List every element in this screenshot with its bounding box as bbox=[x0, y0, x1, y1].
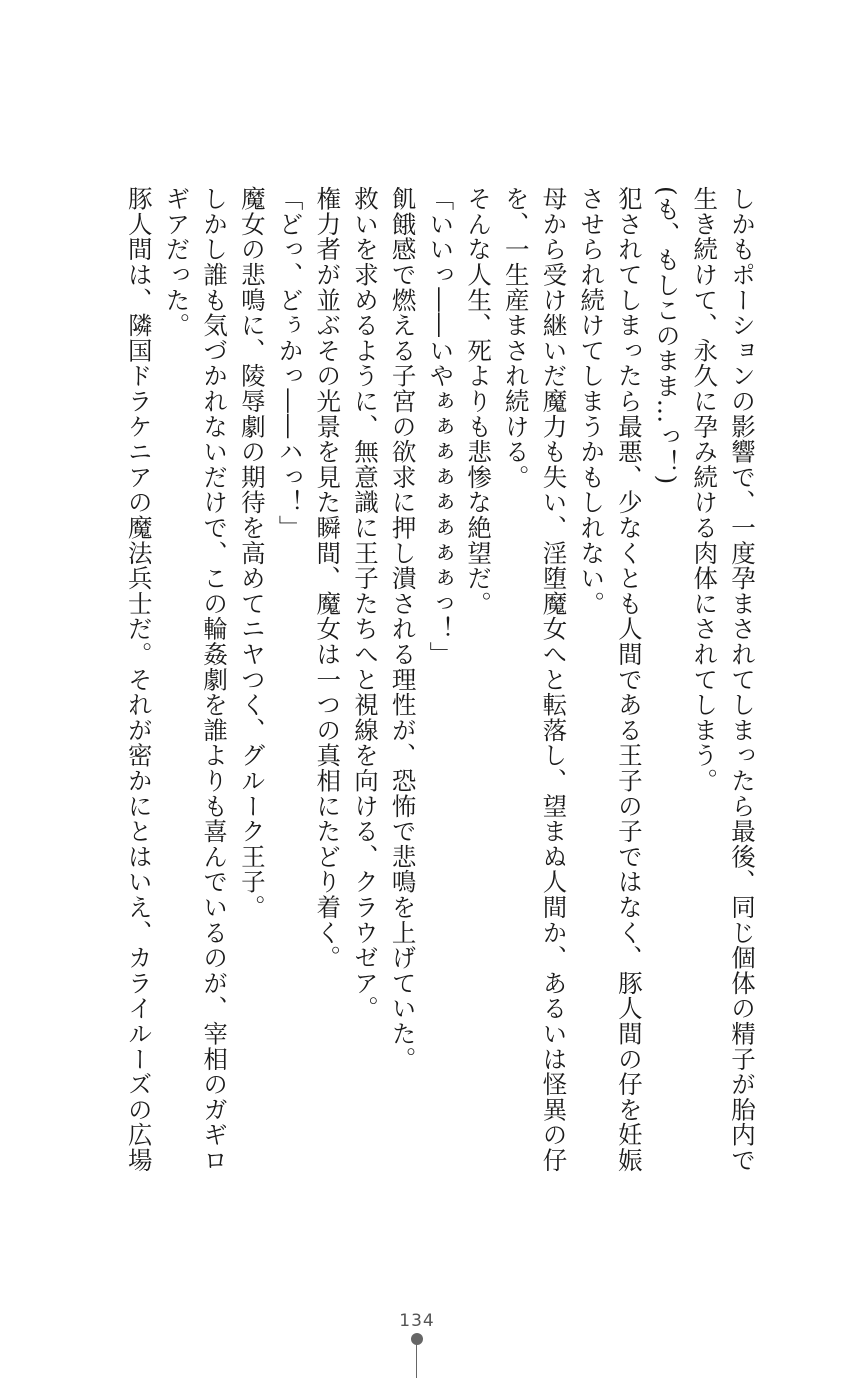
text-line: を、一生産まされ続ける。 bbox=[501, 186, 531, 490]
text-line: (も、もしこのまま…っ！) bbox=[652, 186, 682, 486]
text-line: 「どっ、どぅかっ――ハっ！」 bbox=[275, 186, 305, 541]
text-line: 魔女の悲鳴に、陵辱劇の期待を高めてニヤつく、グルーク王子。 bbox=[237, 186, 267, 920]
text-line: 生き続けて、永久に孕み続ける肉体にされてしまう。 bbox=[690, 186, 720, 794]
text-line: 犯されてしまったら最悪、少なくとも人間である王子の子ではなく、豚人間の仔を妊娠 bbox=[614, 186, 644, 1173]
text-line: 「いいっ――いやぁぁぁぁぁぁぁぁっ！」 bbox=[426, 186, 456, 667]
page-marker-dot bbox=[411, 1333, 423, 1345]
text-line: 飢餓感で燃える子宮の欲求に押し潰される理性が、恐怖で悲鳴を上げていた。 bbox=[388, 186, 418, 1072]
text-line: 権力者が並ぶその光景を見た瞬間、魔女は一つの真相にたどり着く。 bbox=[313, 186, 343, 971]
text-line: させられ続けてしまうかもしれない。 bbox=[577, 186, 607, 617]
page-number: 134 bbox=[399, 1311, 435, 1331]
text-line: 豚人間は、隣国ドラケニアの魔法兵士だ。それが密かにとはいえ、カライルーズの広場 bbox=[124, 186, 154, 1173]
text-line: そんな人生、死よりも悲惨な絶望だ。 bbox=[464, 186, 494, 617]
page-marker-line bbox=[416, 1344, 417, 1378]
text-line: 母から受け継いだ魔力も失い、淫堕魔女へと転落し、望まぬ人間か、あるいは怪異の仔 bbox=[539, 186, 569, 1173]
text-line: しかもポーションの影響で、一度孕まされてしまったら最後、同じ個体の精子が胎内で bbox=[728, 186, 757, 1173]
text-line: しかし誰も気づかれないだけで、この輪姦劇を誰よりも喜んでいるのが、宰相のガギロ bbox=[200, 186, 230, 1173]
text-line: 救いを求めるように、無意識に王子たちへと視線を向ける、クラウゼア。 bbox=[350, 186, 380, 1021]
vertical-text-body bbox=[120, 186, 761, 1173]
text-line: ギアだった。 bbox=[162, 186, 192, 338]
